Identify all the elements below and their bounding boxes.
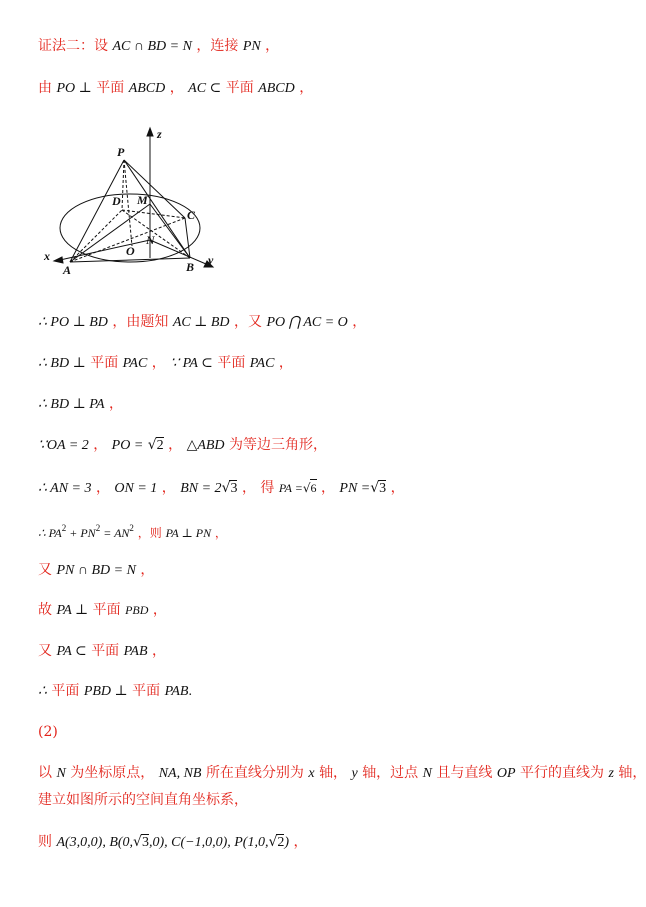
math-expr: PAC: [249, 356, 275, 371]
math-expr: ∴ PO ⊥ BD: [38, 315, 108, 330]
math-expr: ∴ BD ⊥: [38, 356, 86, 371]
text: 平面: [91, 643, 120, 659]
text: ，: [169, 80, 184, 96]
math-expr: + PN: [66, 526, 96, 540]
text: (2): [38, 724, 58, 740]
math-expr: AC ∩ BD = N: [112, 39, 192, 54]
text: ，: [140, 562, 155, 578]
text: ，: [320, 480, 335, 496]
step-10: [38, 681, 192, 702]
text: 建立如图所示的空间直角坐标系，: [38, 792, 248, 808]
label-D: D: [112, 194, 121, 208]
text: 平面: [217, 355, 246, 371]
step-1: [38, 312, 366, 333]
text: 故: [38, 602, 52, 618]
y-axis: [150, 240, 206, 264]
math-expr: PAB: [123, 644, 148, 659]
edge-PA: [70, 160, 124, 262]
math-expr: PBD ⊥: [83, 684, 128, 699]
math-expr: AC ⊥ BD: [172, 315, 230, 330]
text: ，由题知: [112, 314, 169, 330]
text: 平面: [96, 80, 125, 96]
radicand: 3: [141, 835, 149, 850]
step-2: [38, 353, 293, 374]
math-expr: PA ⊥: [56, 603, 89, 618]
text: ，连接: [196, 38, 239, 54]
math-expr: PN ∩ BD = N: [56, 563, 136, 578]
text: 为坐标原点，: [70, 765, 155, 781]
text: ，: [352, 314, 367, 330]
label-z: z: [157, 127, 162, 141]
math-expr: N: [56, 766, 66, 781]
text: 平面: [225, 80, 254, 96]
math-expr: PN =: [339, 481, 371, 496]
text: 又: [38, 643, 52, 659]
math-expr: PO ⋂ AC = O: [266, 315, 348, 330]
edge-MB: [150, 204, 190, 258]
math-expr: ∵OA = 2: [38, 438, 89, 453]
superscript: 2: [95, 523, 101, 533]
math-expr: PA ⊥ PN: [165, 526, 212, 540]
text: 所在直线分别为: [205, 765, 304, 781]
text: .: [188, 684, 192, 699]
math-expr: ABCD: [258, 81, 295, 96]
z-arrow: [147, 128, 153, 136]
superscript: 2: [129, 523, 134, 533]
text: 平面: [51, 683, 80, 699]
geometry-figure: [38, 118, 238, 288]
math-expr: △ABD: [186, 438, 225, 453]
label-O: O: [126, 244, 135, 258]
radicand: 3: [230, 481, 238, 496]
step-9: [38, 641, 166, 662]
step-6: [38, 518, 227, 543]
part-2-line-2: [38, 790, 248, 810]
math-expr: ∴ AN = 3: [38, 481, 92, 496]
step-7: [38, 560, 154, 581]
text: ，: [390, 480, 405, 496]
text: 证法二：设: [38, 38, 108, 54]
label-y: y: [208, 253, 214, 267]
label-A: A: [63, 263, 72, 277]
math-expr: PN: [242, 39, 261, 54]
math-expr: ∵ PA ⊂: [170, 356, 213, 371]
math-expr: PAB: [164, 684, 189, 699]
math-expr: PBD: [125, 603, 149, 617]
step-3: [38, 394, 123, 415]
math-expr: PO =: [111, 438, 144, 453]
text: ，: [168, 437, 183, 453]
text: 且与直线: [436, 765, 493, 781]
math-expr: ,0), C(−1,0,0), P(1,0,: [148, 835, 269, 850]
radicand: 6: [310, 481, 317, 495]
text: 轴，过点: [362, 765, 419, 781]
proof-line-1: [38, 36, 279, 57]
edge-AM: [70, 204, 150, 262]
math-expr: PA ⊂: [56, 644, 87, 659]
text: ，: [151, 643, 166, 659]
math-expr: N: [422, 766, 432, 781]
part-2-line-1: [38, 763, 646, 784]
text: ，: [299, 80, 314, 96]
math-expr: z: [608, 766, 614, 781]
math-expr: PA =: [278, 481, 303, 495]
math-expr: PO ⊥: [56, 81, 92, 96]
label-M: M: [137, 193, 148, 207]
label-x: x: [44, 249, 50, 263]
text: ，: [109, 396, 123, 412]
edge-AD: [70, 210, 122, 262]
math-expr: y: [351, 766, 358, 781]
label-C: C: [187, 208, 196, 222]
math-expr: = AN: [100, 526, 130, 540]
text: ，: [161, 480, 176, 496]
text: 由: [38, 80, 52, 96]
math-expr: PAC: [122, 356, 148, 371]
edge-PD: [122, 160, 124, 210]
text: ，: [95, 480, 110, 496]
x-axis: [60, 240, 150, 260]
math-expr: ∴ BD ⊥ PA: [38, 397, 105, 412]
math-expr: x: [308, 766, 315, 781]
math-expr: ABCD: [128, 81, 166, 96]
math-expr: OP: [496, 766, 516, 781]
text: ，: [152, 602, 167, 618]
step-5: ∴ AN = 3 ， ON = 1 ， BN = 2√3 ， 得 PA =√6 ， PN =√3 ，: [38, 480, 405, 496]
part-2-line-3: 则 A(3,0,0), B(0,√3,0), C(−1,0,0), P(1,0,√2) ，: [38, 834, 308, 850]
text: ，则: [137, 526, 162, 540]
step-4: ∵OA = 2 ， PO = √2 ， △ABD 为等边三角形，: [38, 437, 327, 453]
proof-line-2: [38, 78, 313, 99]
text: 平面: [92, 602, 121, 618]
label-B: B: [186, 260, 195, 274]
text: 轴，: [319, 765, 348, 781]
superscript: 2: [61, 523, 67, 533]
text: ，: [278, 355, 293, 371]
text: 平面: [90, 355, 119, 371]
text: ，: [151, 355, 166, 371]
part-2-number: [38, 722, 58, 742]
label-N: N: [146, 233, 155, 247]
step-8: [38, 600, 167, 621]
text: ，: [265, 38, 280, 54]
text: 平行的直线为: [520, 765, 605, 781]
radicand: 2: [156, 438, 164, 453]
text: ， 得: [241, 480, 275, 496]
text: 轴，: [618, 765, 646, 781]
text: 为等边三角形，: [229, 437, 327, 453]
edge-PO: [124, 160, 132, 246]
math-expr: ∴: [38, 684, 47, 699]
math-expr: ON = 1: [114, 481, 158, 496]
label-P: P: [117, 145, 125, 159]
text: 又: [38, 562, 52, 578]
text: ，又: [233, 314, 262, 330]
math-expr: A(3,0,0), B(0,: [56, 835, 134, 850]
math-expr: AC ⊂: [188, 81, 222, 96]
text: ，: [293, 834, 308, 850]
radicand: 2: [277, 835, 285, 850]
text: 则: [38, 834, 52, 850]
math-expr: NA, NB: [158, 766, 202, 781]
text: 平面: [132, 683, 161, 699]
math-expr: ∴ PA: [38, 526, 62, 540]
text: ，: [93, 437, 108, 453]
math-expr: ): [284, 835, 290, 850]
text: ，: [214, 526, 227, 540]
x-arrow: [54, 257, 63, 263]
text: 以: [38, 765, 52, 781]
math-expr: BN = 2: [180, 481, 222, 496]
edge-AB: [70, 258, 190, 262]
radicand: 3: [379, 481, 387, 496]
